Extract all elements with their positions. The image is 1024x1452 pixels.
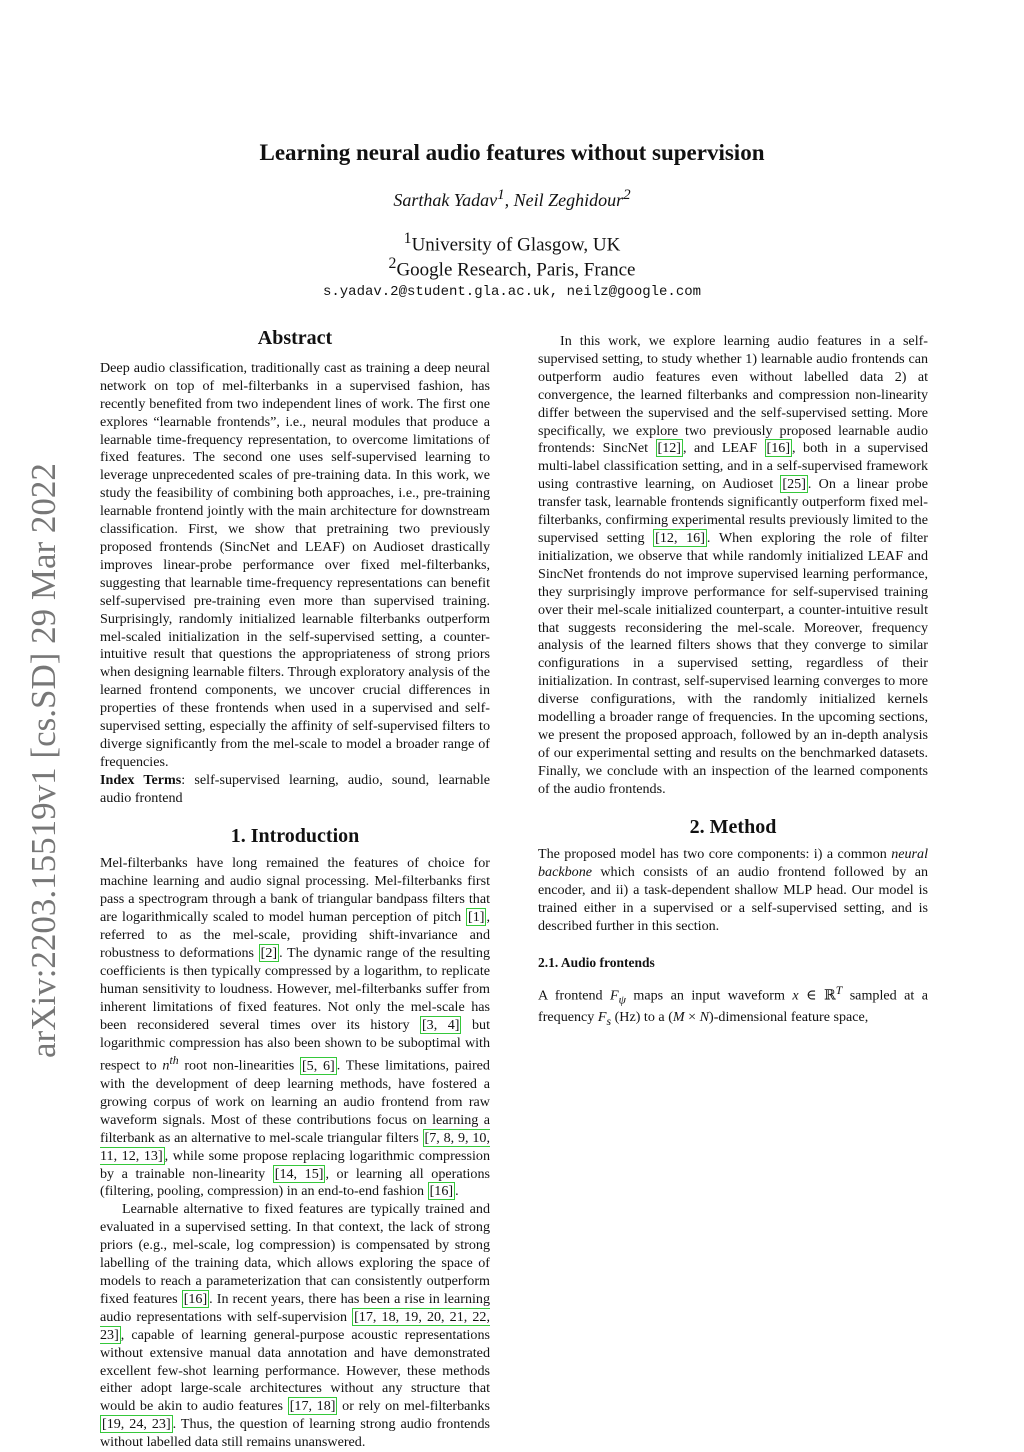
- citation-link[interactable]: [5, 6]: [301, 1058, 335, 1075]
- citation-link[interactable]: [17, 18, 19, 20, 21, 22, 23]: [100, 1308, 490, 1343]
- intro-paragraph-1: Mel-filterbanks have long remained the features of choice for machine learning and audio signal processing. Mel-filterbanks first pass a spectrogram through a bank of triangular bandpass filters that are logarithmically scaled to model human perception of pitch [1] , referred to as the mel-scale, providing shift-invariance and robustness to deformations [2] . The dynamic range of the resulting coefficients is then typically compressed by a logarithm, to replicate human sensitivity to loudness. However, mel-filterbanks suffer from inherent limitations of fixed features. Not only the mel-scale has been reconsidered several times over its history [3, 4] but logarithmic compression has also been shown to be suboptimal with respect to $n^{th}$ root non-linearities [5, 6] . These limitations, paired with the development of deep learning methods, have fostered a growing corpus of work on learning an audio frontend from raw waveform signals. Most of these contributions focus on learning a filterbank as an alternative to mel-scale triangular filters [7, 8, 9, 10, 11, 12, 13] , while some propose replacing logarithmic compression by a trainable non-linearity [14, 15] , or learning all operations (filtering, pooling, compression) in an end-to-end fashion [16] .: [100, 855, 491, 1200]
- emphasis-text: neural backbone: [538, 846, 928, 881]
- math-subscript: ψ: [618, 993, 626, 1007]
- affiliation-marker: 2: [388, 255, 397, 272]
- left-column: [100, 327, 491, 1452]
- citation-link[interactable]: [19, 24, 23]: [102, 1416, 171, 1433]
- section-heading-method: 2. Method: [689, 815, 777, 838]
- paper-title: Learning neural audio features without supervision: [259, 140, 765, 165]
- math-symbol: F: [610, 987, 619, 1004]
- math-symbol: ℝ: [823, 987, 836, 1004]
- citation-link[interactable]: [25]: [782, 476, 806, 493]
- citation-link[interactable]: [2]: [260, 945, 278, 961]
- citation-link[interactable]: [3, 4]: [421, 1016, 460, 1033]
- arxiv-side-label: arXiv:2203.15519v1 [cs.SD] 29 Mar 2022: [24, 463, 63, 1058]
- author-name: Neil Zeghidour: [513, 190, 624, 210]
- affiliation-text: Google Research, Paris, France: [396, 259, 636, 281]
- math-superscript: T: [835, 983, 843, 997]
- math-symbol: x: [792, 987, 799, 1004]
- math-superscript: th: [169, 1054, 179, 1068]
- math-symbol: F: [597, 1009, 607, 1026]
- math-n: n: [162, 1058, 170, 1075]
- math-symbol: N: [699, 1009, 710, 1026]
- affiliation-marker: 1: [497, 187, 505, 203]
- affiliation-marker: 2: [623, 187, 631, 203]
- method-paragraph-2: A frontend $F_\psi$ maps an input waveform x ∈ ℝ$^T$ sampled at a frequency $F_s$ (Hz) to a (M × N)-dimensional feature space,: [538, 983, 928, 1029]
- abstract-heading: Abstract: [257, 327, 333, 349]
- affiliation-text: University of Glasgow, UK: [411, 234, 621, 256]
- citation-link[interactable]: [1]: [468, 909, 485, 926]
- affiliation-marker: 1: [403, 230, 412, 247]
- affiliation-line: [0, 230, 1024, 256]
- intro-paragraph-3: In this work, we explore learning audio features in a self-supervised setting, to study whether 1) learnable audio frontends can outperform audio features even without labelled data 2) at convergence, the learned filterbanks and compression non-linearity differ between the supervised and the self-supervised setting. More specifically, we explore two previously proposed learnable audio frontends: SincNet [12] , and LEAF [16] , both in a supervised multi-label classification setting, and in a self-supervised framework using contrastive learning, on Audioset [25] . On a linear probe transfer task, learnable frontends significantly outperform fixed mel-filterbanks, confirming experimental results previously limited to the supervised setting [12, 16] . When exploring the role of filter initialization, we observe that while randomly initialized LEAF and SincNet frontends do not improve supervised learning performance, they surprisingly improve performance for self-supervised training over their mel-scale initialized counterpart, a counter-intuitive result that suggests reconsidering the mel-scale. Moreover, frequency analysis of the learned filters shows that they converge to similar configurations in a supervised setting, regardless of their initialization. In contrast, self-supervised learning converges to more diverse configurations, with the randomly initialized kernels modelling a broader range of frequencies. In the upcoming sections, we present the proposed approach, followed by an in-depth analysis of our experimental setting and results on the benchmarked datasets. Finally, we conclude with an inspection of the learned components of the audio frontends.: [538, 333, 929, 797]
- author-line: [0, 187, 1024, 211]
- index-terms: [100, 772, 490, 808]
- citation-link[interactable]: [16]: [766, 440, 791, 457]
- index-terms-text: : self-supervised learning, audio, sound, learnable audio frontend: [100, 771, 490, 806]
- abstract-text: Deep audio classification, traditionally cast as training a deep neural network on top of mel-filterbanks in a supervised fashion, has recently benefited from two independent lines of work. The first one explores “learnable frontends”, i.e., neural modules that produce a learnable time-frequency representation, to overcome limitations of fixed features. The second one uses self-supervised learning to leverage unprecedented scales of pre-training data. In this work, we study the feasibility of combining both approaches, i.e., pre-training learnable frontend jointly with the main architecture for downstream classification. First, we show that pretraining two previously proposed frontends (SincNet and LEAF) on Audioset drastically improves linear-probe performance over fixed mel-filterbanks, suggesting that learnable time-frequency representations can benefit self-supervised pre-training even more than supervised training. Surprisingly, randomly initialized learnable filterbanks outperform mel-scaled initialization in the self-supervised setting, a counter-intuitive result that questions the appropriateness of strong priors when designing learnable filters. Through exploratory analysis of the learned frontend components, we uncover crucial differences in properties of these frontends when used in a supervised and self-supervised setting, especially the affinity of self-supervised filters to diverge significantly from the mel-scale to model a broader range of frequencies.: [100, 359, 490, 770]
- method-paragraph-1: The proposed model has two core components: i) a common neural backbone which consists of an audio frontend followed by an encoder, and ii) a task-dependent shallow MLP head. Our model is trained either in a supervised or a self-supervised setting, and is described further in this section.: [538, 846, 928, 935]
- citation-link[interactable]: [12, 16]: [655, 529, 705, 546]
- citation-link[interactable]: [17, 18]: [289, 1398, 336, 1415]
- author-name: Sarthak Yadav: [393, 190, 498, 210]
- citation-link[interactable]: [16]: [429, 1183, 454, 1200]
- math-symbol: M: [672, 1009, 685, 1026]
- author-emails: s.yadav.2@student.gla.ac.uk, neilz@google.com: [322, 284, 702, 300]
- intro-paragraph-2: Learnable alternative to fixed features are typically trained and evaluated in a supervised setting. In that context, the lack of strong priors (e.g., mel-scale, log compression) is compensated by strong labelling of the training data, which allows exploring the space of models to reach a parameterization that can consistently outperform fixed features [16] . In recent years, there has been a rise in learning audio representations with self-supervision [17, 18, 19, 20, 21, 22, 23] , capable of learning general-purpose acoustic representations without extensive manual data annotation and have demonstrated excellent few-shot learning performance. However, these methods either adopt large-scale architectures without any structure that would be akin to audio features [17, 18] or rely on mel-filterbanks [19, 24, 23] . Thus, the question of learning strong audio frontends without labelled data still remains unanswered.: [100, 1201, 491, 1451]
- section-heading-introduction: 1. Introduction: [230, 824, 360, 847]
- citation-link[interactable]: [7, 8, 9, 10, 11, 12, 13]: [100, 1129, 491, 1164]
- math-subscript: s: [606, 1015, 612, 1029]
- right-column: [538, 333, 928, 1031]
- index-terms-label: Index Terms: [100, 771, 182, 788]
- author-separator: ,: [504, 190, 514, 210]
- citation-link[interactable]: [16]: [183, 1290, 208, 1307]
- citation-link[interactable]: [12]: [657, 440, 681, 457]
- subsection-heading-audio-frontends: 2.1. Audio frontends: [538, 955, 655, 970]
- citation-link[interactable]: [14, 15]: [274, 1165, 324, 1182]
- affiliation-line: [0, 255, 1024, 281]
